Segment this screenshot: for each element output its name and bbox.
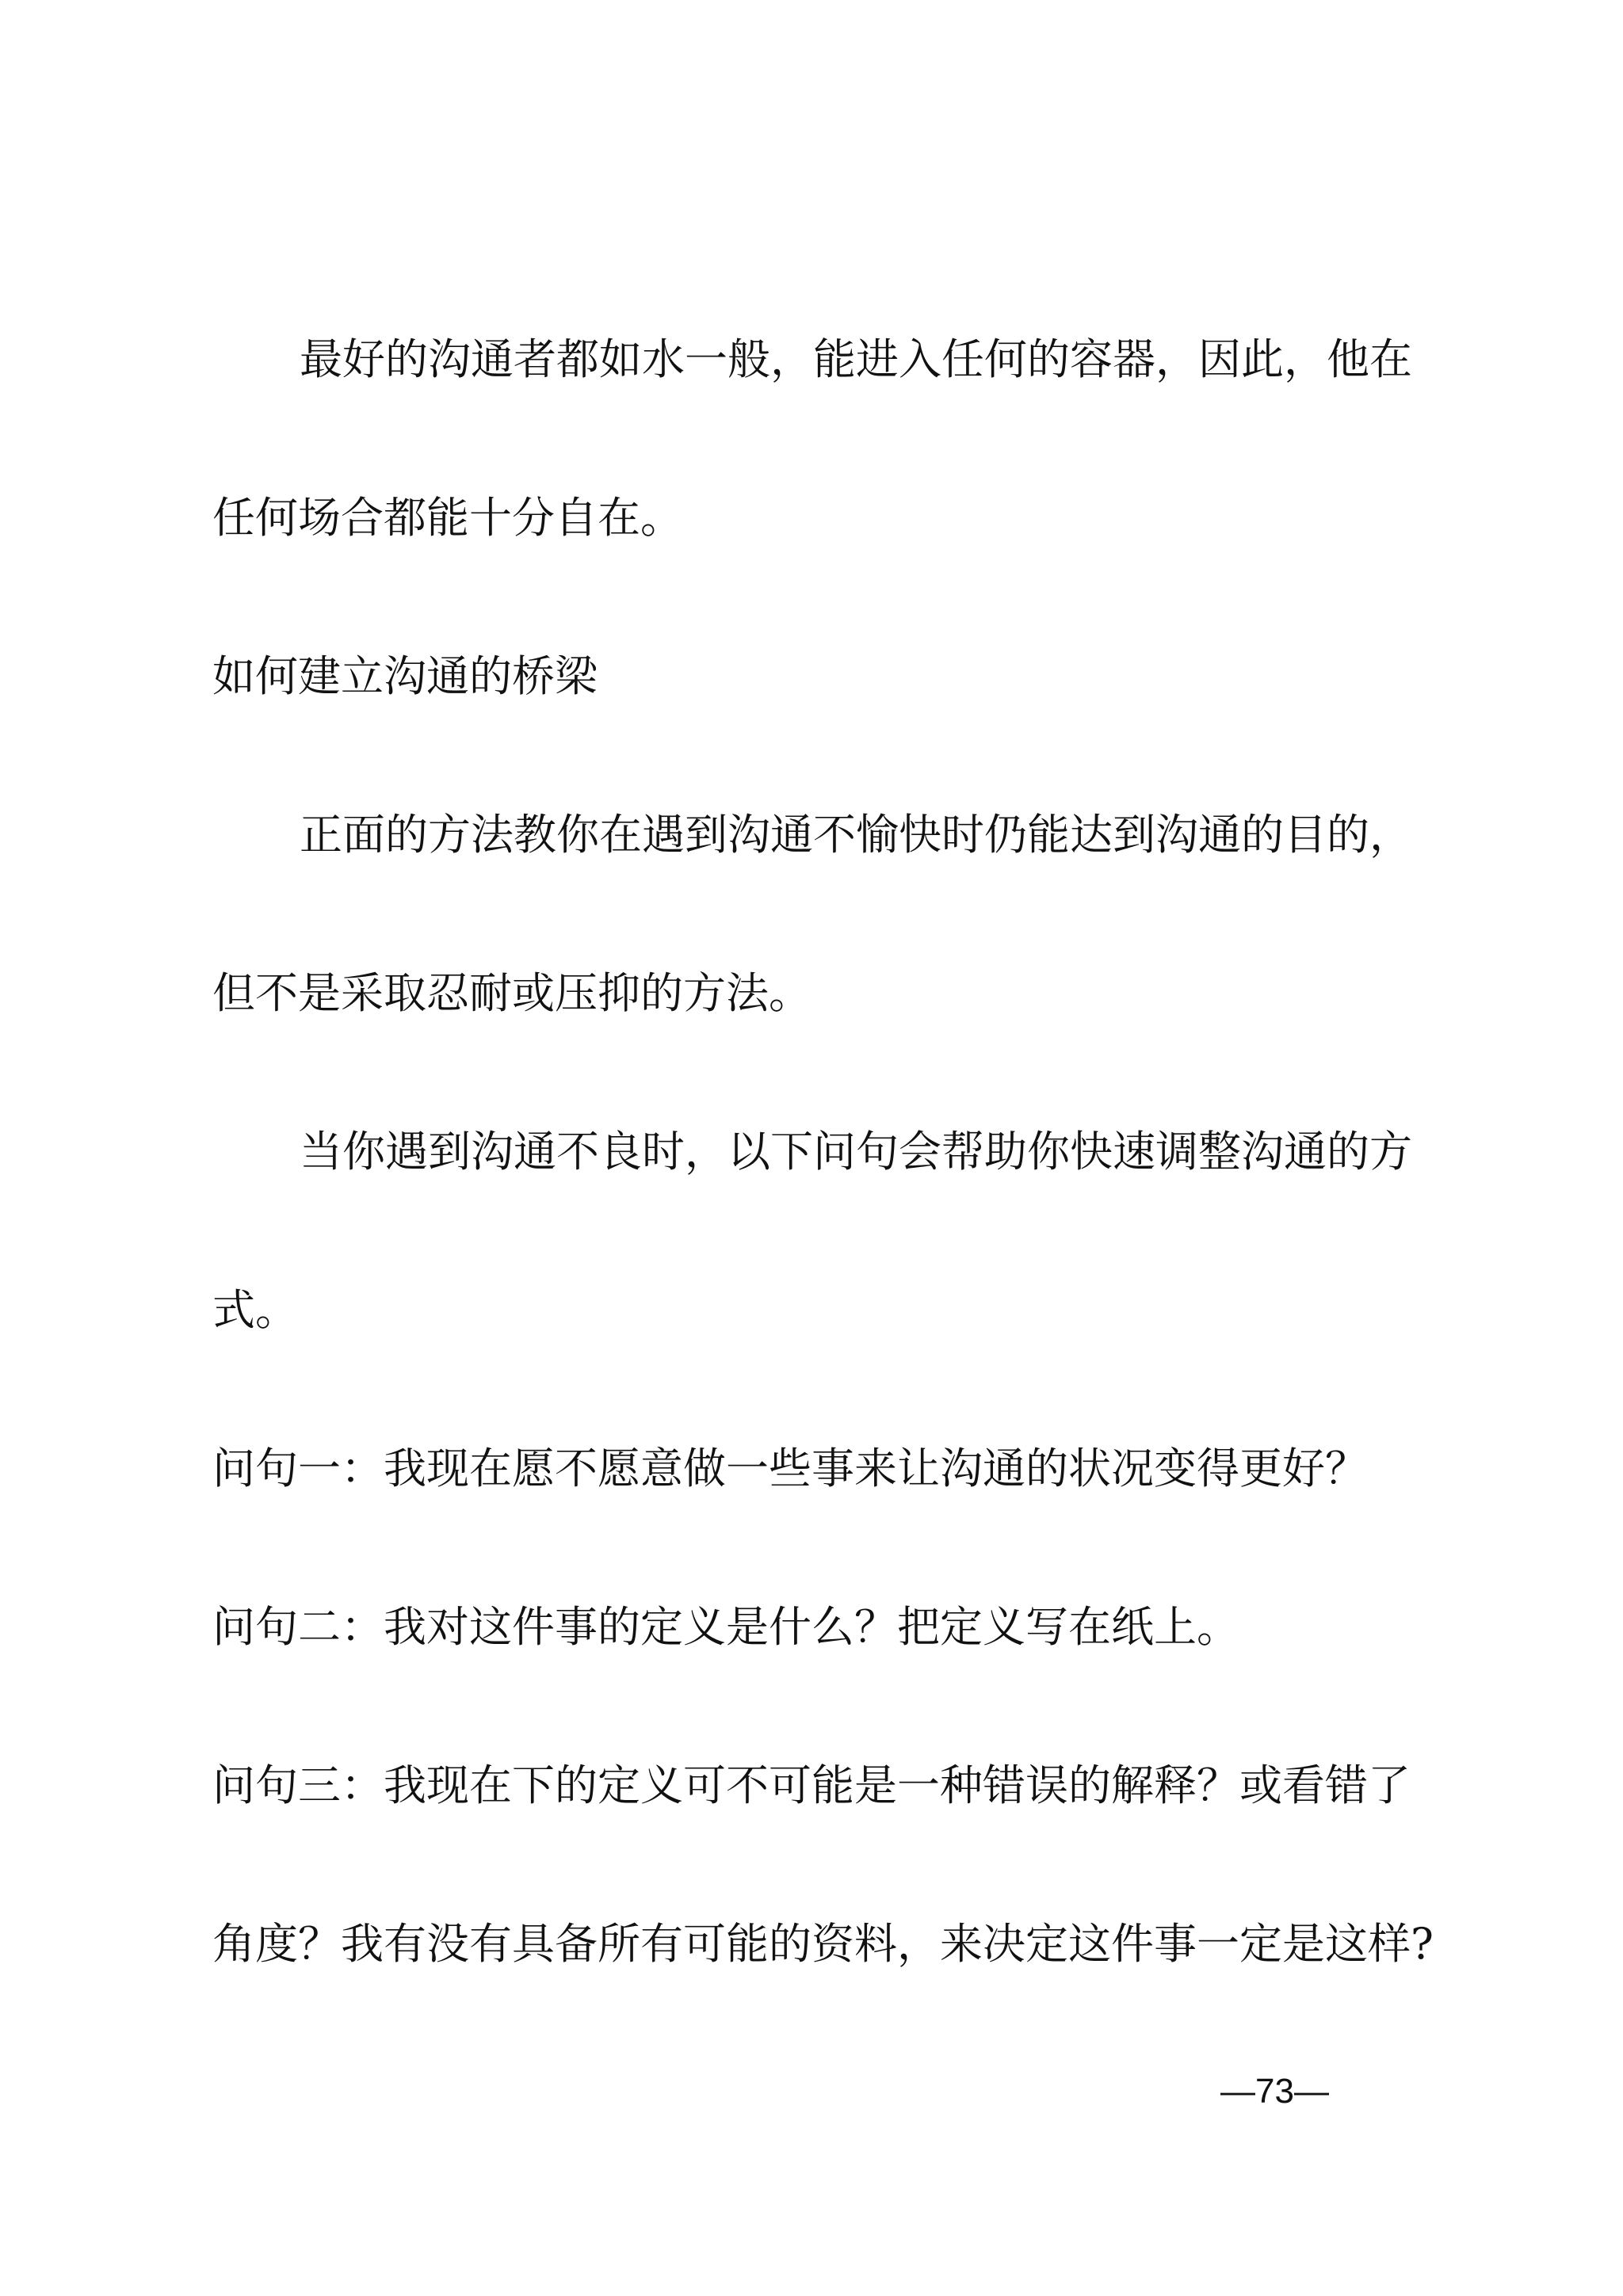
question-3-line-1: 问句三：我现在下的定义可不可能是一种错误的解释？或看错了 xyxy=(212,1760,1411,1810)
section-heading: 如何建立沟通的桥梁 xyxy=(212,651,598,701)
paragraph-3-line-2: 式。 xyxy=(212,1285,298,1335)
question-2: 问句二：我对这件事的定义是什么？把定义写在纸上。 xyxy=(212,1602,1239,1652)
paragraph-1-line-2: 任何场合都能十分自在。 xyxy=(212,493,683,543)
paragraph-3-line-1: 当你遇到沟通不良时，以下问句会帮助你快速调整沟通的方 xyxy=(300,1127,1412,1177)
paragraph-2-line-1: 正面的方法教你在遇到沟通不愉快时仍能达到沟通的目的， xyxy=(300,810,1412,860)
page-number: —73— xyxy=(1220,2072,1329,2111)
question-3-line-2: 角度？我有没有具备所有可能的资料，来决定这件事一定是这样? xyxy=(212,1919,1434,1969)
paragraph-2-line-2: 但不是采取忍耐或压抑的方法。 xyxy=(212,968,812,1018)
paragraph-1-line-1: 最好的沟通者都如水一般，能进入任何的容器，因此，他在 xyxy=(300,334,1412,384)
question-1: 问句一：我现在愿不愿意做一些事来让沟通的状况变得更好？ xyxy=(212,1444,1368,1493)
